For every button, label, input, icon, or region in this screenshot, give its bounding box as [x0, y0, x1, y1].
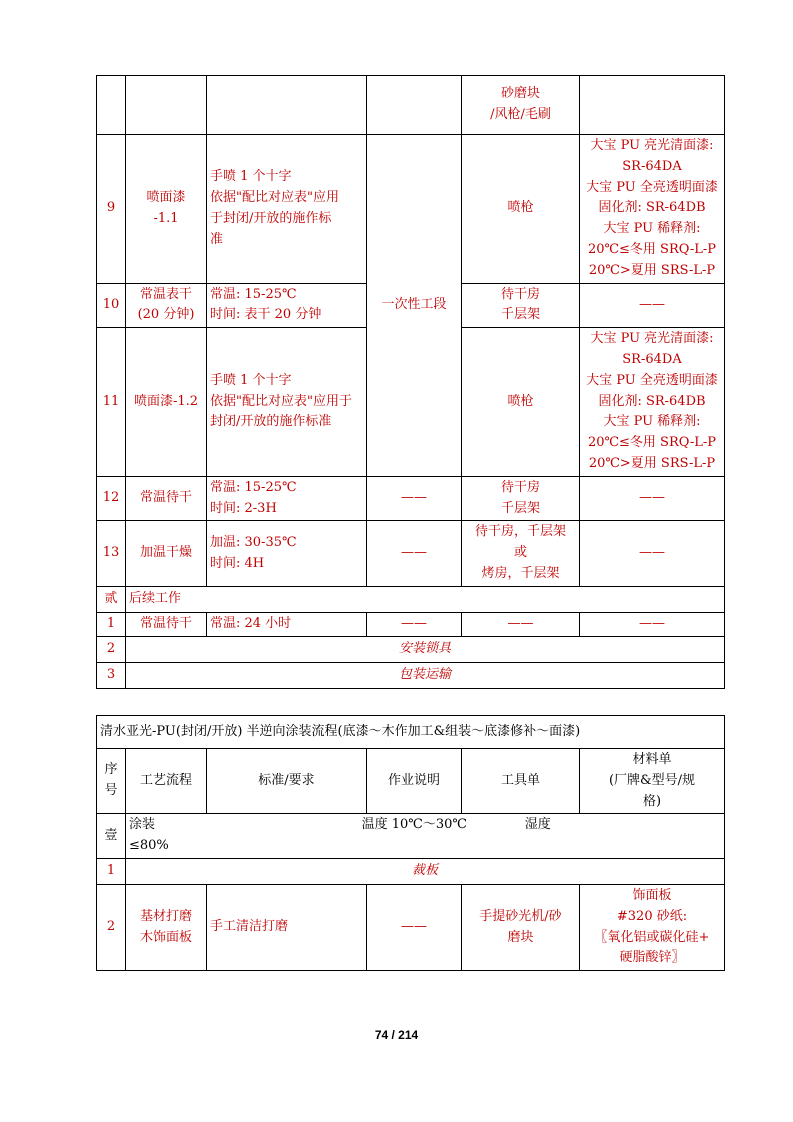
section-title: 涂装 温度 10℃～30℃ 湿度 ≤80% [126, 814, 725, 859]
header-process: 工艺流程 [126, 749, 207, 814]
section-number: 贰 [97, 586, 126, 612]
tools-cell: 待干房，千层架 或 烤房，千层架 [462, 521, 580, 586]
process-cell: 常温待干 [126, 476, 207, 521]
standard-cell: 常温: 24 小时 [207, 612, 367, 636]
process-cell: 基材打磨 木饰面板 [126, 884, 207, 970]
header-no: 序 号 [97, 749, 126, 814]
table-row [97, 76, 725, 135]
row-number: 11 [97, 328, 126, 477]
row-number: 2 [97, 636, 126, 662]
table-row [97, 858, 725, 884]
materials-cell: —— [580, 521, 725, 586]
step-title: 安装锁具 [126, 636, 725, 662]
row-number: 13 [97, 521, 126, 586]
header-operation: 作业说明 [367, 749, 462, 814]
tools-cell: 喷枪 [462, 135, 580, 284]
row-number: 3 [97, 662, 126, 688]
page-number: 74 / 214 [374, 1028, 419, 1042]
tools-cell: 喷枪 [462, 328, 580, 477]
tools-cell: 砂磨块 /风枪/毛刷 [462, 76, 580, 135]
header-row [97, 749, 725, 814]
header-materials: 材料单 (厂牌&型号/规 格) [580, 749, 725, 814]
process-table-continued [96, 75, 725, 689]
process-cell: 喷面漆-1.2 [126, 328, 207, 477]
section-title: 后续工作 [126, 586, 725, 612]
tools-cell: 待干房 千层架 [462, 283, 580, 328]
table-row [97, 884, 725, 970]
table-row [97, 636, 725, 662]
row-number: 1 [97, 858, 126, 884]
operation-cell: —— [367, 476, 462, 521]
table-row [97, 612, 725, 636]
tools-cell: 待干房 千层架 [462, 476, 580, 521]
standard-cell: 加温: 30-35℃ 时间: 4H [207, 521, 367, 586]
table-row [97, 662, 725, 688]
section-row [97, 814, 725, 859]
step-title: 包装运输 [126, 662, 725, 688]
row-number: 10 [97, 283, 126, 328]
header-tools: 工具单 [462, 749, 580, 814]
standard-cell: 常温: 15-25℃ 时间: 2-3H [207, 476, 367, 521]
process-table [96, 715, 725, 971]
row-number: 12 [97, 476, 126, 521]
standard-cell: 常温: 15-25℃ 时间: 表干 20 分钟 [207, 283, 367, 328]
step-title: 裁板 [126, 858, 725, 884]
header-standard: 标准/要求 [207, 749, 367, 814]
table-title-row [97, 716, 725, 749]
table-row [97, 476, 725, 521]
standard-cell: 手喷 1 个十字 依据"配比对应表"应用 于封闭/开放的施作标 准 [207, 135, 367, 284]
process-cell: 喷面漆 -1.1 [126, 135, 207, 284]
operation-cell: —— [367, 612, 462, 636]
process-cell: 加温干燥 [126, 521, 207, 586]
row-number: 9 [97, 135, 126, 284]
section-row [97, 586, 725, 612]
tools-cell: 手提砂光机/砂 磨块 [462, 884, 580, 970]
materials-cell: 大宝 PU 亮光清面漆: SR-64DA 大宝 PU 全亮透明面漆 固化剂: SR-64DB 大宝 PU 稀释剂: 20℃≤冬用 SRQ-L-P 20℃>夏用 SRS-L-P [580, 135, 725, 284]
table-row [97, 521, 725, 586]
tools-cell: —— [462, 612, 580, 636]
row-number: 1 [97, 612, 126, 636]
standard-cell: 手工清洁打磨 [207, 884, 367, 970]
materials-cell: 饰面板 #320 砂纸: 〖氧化铝或碳化硅+ 硬脂酸锌〗 [580, 884, 725, 970]
operation-cell: —— [367, 521, 462, 586]
operation-cell: —— [367, 884, 462, 970]
table-row [97, 135, 725, 284]
operation-merged-cell: 一次性工段 [367, 135, 462, 477]
row-number: 2 [97, 884, 126, 970]
table-title: 清水亚光-PU(封闭/开放) 半逆向涂装流程(底漆～木作加工&组装～底漆修补～面漆) [97, 716, 725, 749]
materials-cell: —— [580, 476, 725, 521]
process-cell: 常温表干 (20 分钟) [126, 283, 207, 328]
section-number: 壹 [97, 814, 126, 859]
standard-cell: 手喷 1 个十字 依据"配比对应表"应用于 封闭/开放的施作标准 [207, 328, 367, 477]
materials-cell: —— [580, 612, 725, 636]
materials-cell: —— [580, 283, 725, 328]
process-cell: 常温待干 [126, 612, 207, 636]
materials-cell: 大宝 PU 亮光清面漆: SR-64DA 大宝 PU 全亮透明面漆 固化剂: SR-64DB 大宝 PU 稀释剂: 20℃≤冬用 SRQ-L-P 20℃>夏用 SRS-L-P [580, 328, 725, 477]
